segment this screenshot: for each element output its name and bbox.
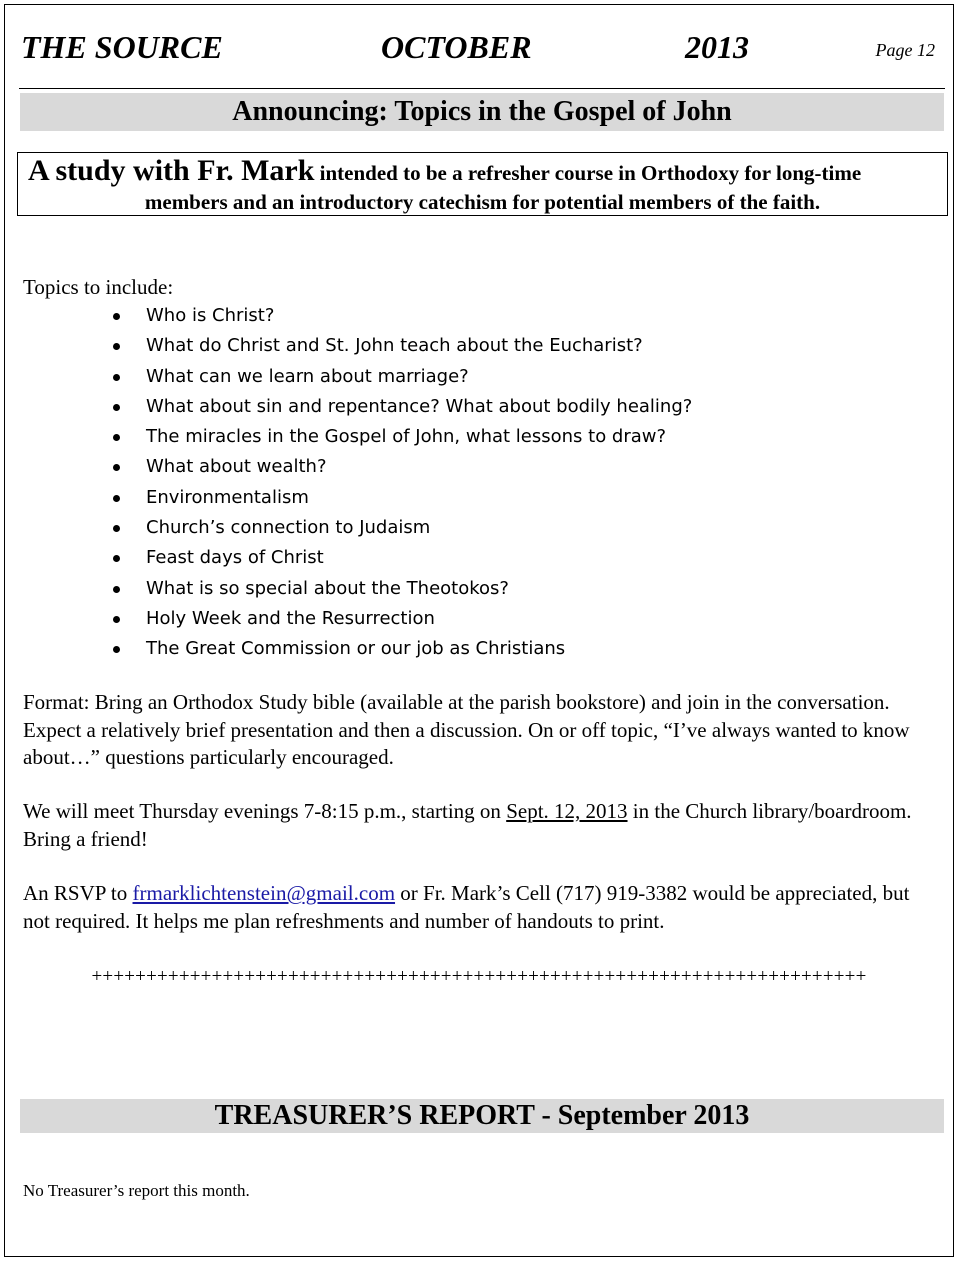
meeting-paragraph <box>23 798 938 853</box>
publication-title: THE SOURCE <box>21 29 223 65</box>
section-separator: +++++++++++++++++++++++++++++++++++++++++++++++++++++++++++++++++++++++ <box>91 966 867 987</box>
bullet-icon <box>113 525 120 532</box>
page-number: Page 12 <box>875 40 935 60</box>
topic-text: What about wealth? <box>146 456 327 478</box>
list-item <box>113 513 692 543</box>
start-date: Sept. 12, 2013 <box>506 799 628 823</box>
bullet-icon <box>113 434 120 441</box>
bullet-icon <box>113 586 120 593</box>
announcement-title: Announcing: Topics in the Gospel of John <box>20 93 944 131</box>
header-divider <box>19 88 945 89</box>
intro-rest: intended to be a refresher course in Orthodoxy for long-time <box>314 161 862 185</box>
list-item <box>113 543 692 573</box>
topic-text: What can we learn about marriage? <box>146 365 469 387</box>
topic-text: What about sin and repentance? What about bodily healing? <box>146 395 693 417</box>
topic-text: What do Christ and St. John teach about the Eucharist? <box>146 335 643 357</box>
topic-text: The Great Commission or our job as Christians <box>146 638 566 660</box>
bullet-icon <box>113 343 120 350</box>
list-item <box>113 483 692 513</box>
topic-text: Feast days of Christ <box>146 547 324 569</box>
topic-text: Church’s connection to Judaism <box>146 517 431 539</box>
bullet-icon <box>113 464 120 471</box>
list-item <box>113 422 692 452</box>
treasurer-title: TREASURER’S REPORT - September 2013 <box>20 1099 944 1133</box>
list-item <box>113 604 692 634</box>
page-header <box>21 27 941 71</box>
topics-list <box>113 301 692 665</box>
bullet-icon <box>113 495 120 502</box>
bullet-icon <box>113 555 120 562</box>
bullet-icon <box>113 616 120 623</box>
bullet-icon <box>113 313 120 320</box>
issue-year: 2013 <box>685 29 749 65</box>
newsletter-page <box>4 4 954 1257</box>
treasurer-note: No Treasurer’s report this month. <box>23 1181 250 1200</box>
intro-box <box>17 152 948 216</box>
list-item <box>113 331 692 361</box>
topic-text: What is so special about the Theotokos? <box>146 577 509 599</box>
list-item <box>113 301 692 331</box>
topic-text: Holy Week and the Resurrection <box>146 607 435 629</box>
list-item <box>113 574 692 604</box>
list-item <box>113 452 692 482</box>
topic-text: Who is Christ? <box>146 305 275 326</box>
rsvp-email-link[interactable]: frmarklichtenstein@gmail.com <box>132 881 396 905</box>
rsvp-details: or Fr. Mark’s Cell (717) 919-3382 would be appreciated, but not required. It helps me plan refreshments and number of handouts to print. <box>23 881 910 933</box>
format-paragraph: Format: Bring an Orthodox Study bible (available at the parish bookstore) and join in the conversation. Expect a relatively brief presentation and then a discussion. On or off topic, “I’ve always wanted to know about…” questions particularly encouraged. <box>23 690 910 769</box>
list-item <box>113 392 692 422</box>
list-item <box>113 634 692 664</box>
topic-text: The miracles in the Gospel of John, what lessons to draw? <box>146 426 667 448</box>
bullet-icon <box>113 404 120 411</box>
rsvp-text: An RSVP to <box>23 881 133 905</box>
bullet-icon <box>113 646 120 653</box>
intro-lead: A study with Fr. Mark <box>28 154 315 187</box>
list-item <box>113 362 692 392</box>
rsvp-paragraph <box>23 880 938 935</box>
intro-line-1 <box>28 154 862 187</box>
bullet-icon <box>113 374 120 381</box>
topic-text: Environmentalism <box>146 486 309 508</box>
intro-line-2: members and an introductory catechism for potential members of the faith. <box>144 190 821 214</box>
meeting-location: in the Church library/boardroom. Bring a friend! <box>23 799 912 851</box>
meeting-text: We will meet Thursday evenings 7-8:15 p.m., starting on <box>23 799 507 823</box>
topics-label: Topics to include: <box>23 275 174 299</box>
issue-month: OCTOBER <box>381 29 532 65</box>
